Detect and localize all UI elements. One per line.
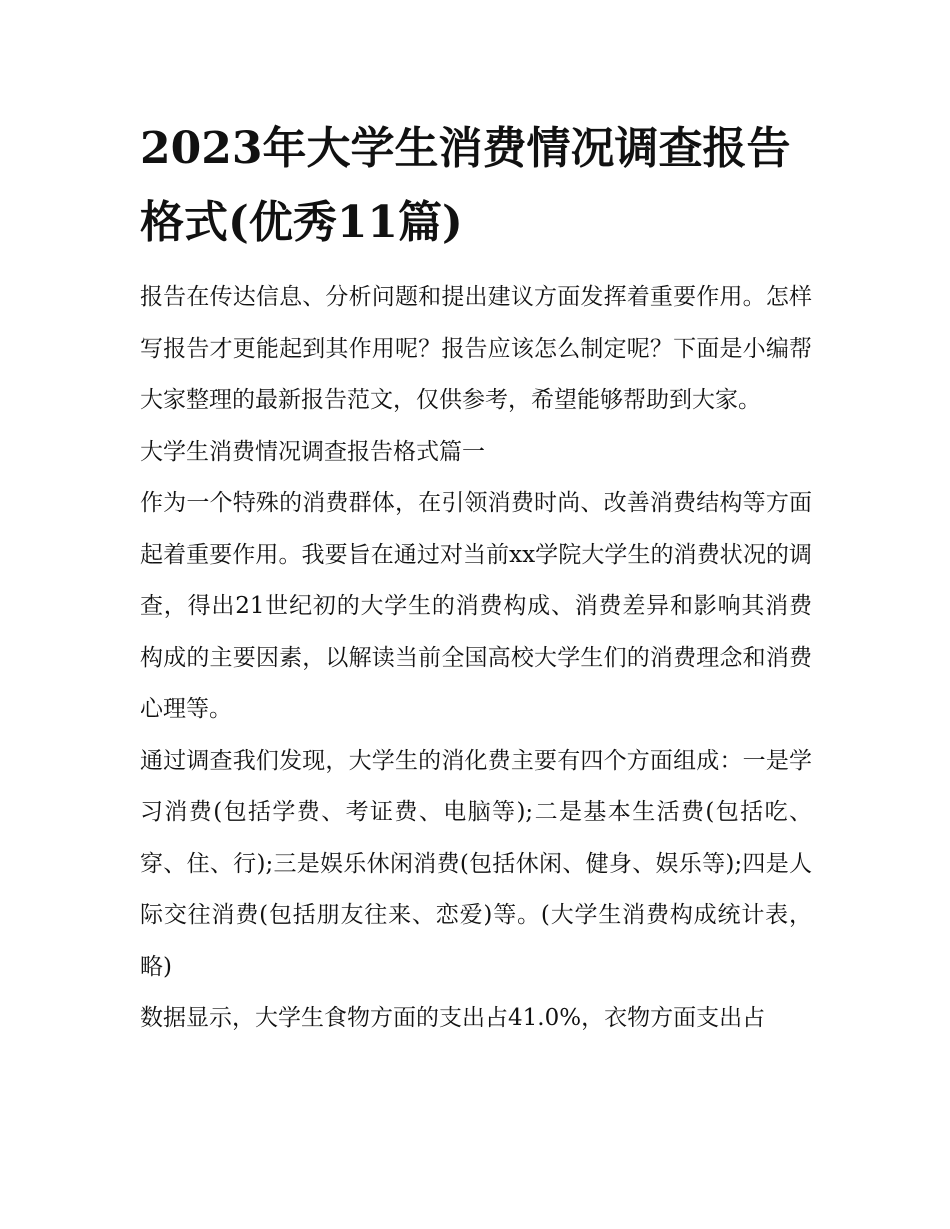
document-page: [140, 112, 812, 1045]
paragraph-data-findings: 数据显示，大学生食物方面的支出占41.0%，衣物方面支出占: [140, 1005, 766, 1031]
paragraph-intro: 报告在传达信息、分析问题和提出建议方面发挥着重要作用。怎样写报告才更能起到其作用呢？报告应该怎么制定呢？下面是小编帮大家整理的最新报告范文，仅供参考，希望能够帮助到大家。: [140, 284, 812, 413]
paragraph-purpose: 作为一个特殊的消费群体，在引领消费时尚、改善消费结构等方面起着重要作用。我要旨在通过对当前xx学院大学生的消费状况的调查，得出21世纪初的大学生的消费构成、消费差异和影响其消费构成的主要因素，以解读当前全国高校大学生们的消费理念和消费心理等。: [140, 490, 812, 722]
document-title: 2023年大学生消费情况调查报告格式(优秀11篇): [140, 123, 791, 248]
paragraph-consumption-composition: 通过调查我们发现，大学生的消化费主要有四个方面组成：一是学习消费(包括学费、考证费、电脑等);二是基本生活费(包括吃、穿、住、行);三是娱乐休闲消费(包括休闲、健身、娱乐等);四是人际交往消费(包括朋友往来、恋爱)等。(大学生消费构成统计表，略): [140, 747, 812, 980]
section-heading-part-one: 大学生消费情况调查报告格式篇一: [140, 438, 485, 465]
